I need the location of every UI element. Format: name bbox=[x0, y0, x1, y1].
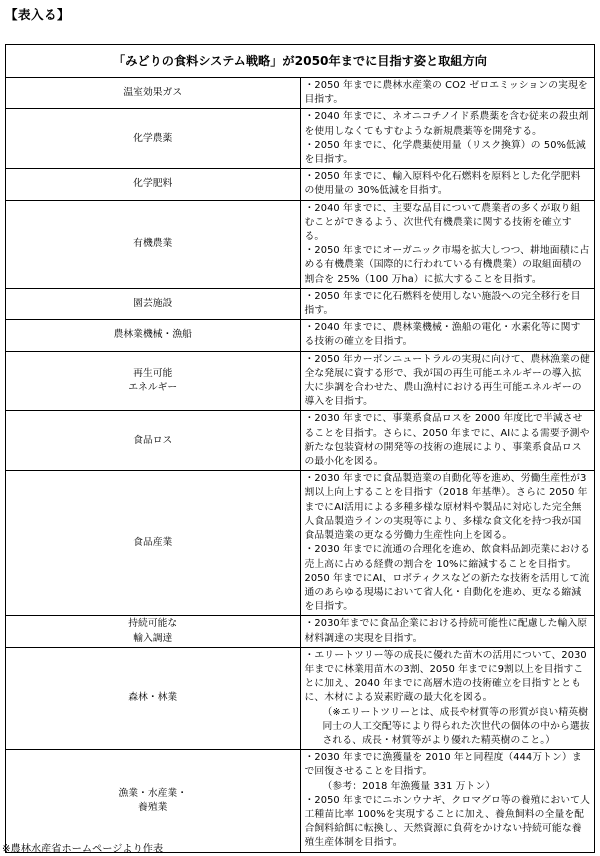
description-line: ・2050 年までに農林水産業の CO2 ゼロエミッションの実現を目指す。 bbox=[304, 80, 588, 106]
row-category: 漁業・水産業・ 養殖業 bbox=[6, 750, 301, 852]
description-line: ・2040 年までに、ネオニコチノイド系農薬を含む従来の殺虫剤を使用しなくてもすむような新規農薬等を開発する。 bbox=[304, 111, 589, 137]
row-description bbox=[300, 169, 595, 200]
row-description bbox=[300, 647, 595, 749]
row-category: 森林・林業 bbox=[6, 647, 301, 749]
description-line: ・2030 年までに流通の合理化を進め、飲食料品卸売業における売上高に占める経費の割合を 10%に縮減することを目指す。2050 年までにAI、ロボティクスなどの新たな技術を活用して流通のあらゆる現場において省人化・自動化を進め、更なる縮減を目指す。 bbox=[304, 544, 590, 613]
table-body bbox=[6, 78, 595, 853]
description-line: ・2030 年までに食品製造業の自動化等を進め、労働生産性が3割以上向上することを目指す（2018 年基準）。さらに 2050 年までにAI活用による多種多様な原材料や製品に対応した完全無人食品製造ラインの実現等により、多様な食文化を持つ我が国食品製造業の更なる労働力生産性向上を図る。 bbox=[304, 473, 588, 542]
table-row bbox=[6, 351, 595, 411]
table-row bbox=[6, 200, 595, 288]
row-description bbox=[300, 78, 595, 109]
table-title-row bbox=[6, 45, 595, 78]
table-row bbox=[6, 471, 595, 616]
description-line: ・2030年までに食品企業における持続可能性に配慮した輸入原材料調達の実現を目指す。 bbox=[304, 618, 588, 644]
row-description bbox=[300, 471, 595, 616]
table-row bbox=[6, 169, 595, 200]
description-line: ・2030 年までに、事業系食品ロスを 2000 年度比で半減させることを目指す。さらに、2050 年までに、AIによる需要予測や新たな包装資材の開発等の技術の進展により、事業系食品ロスの最小化を図る。 bbox=[304, 413, 590, 468]
row-category: 園芸施設 bbox=[6, 288, 301, 319]
source-footnote: ※農林水産省ホームページより作表 bbox=[2, 844, 164, 855]
row-category: 化学肥料 bbox=[6, 169, 301, 200]
description-line: ・2030 年までに漁獲量を 2010 年と同程度（444万トン）まで回復させることを目指す。 bbox=[304, 752, 582, 778]
table-row bbox=[6, 411, 595, 471]
description-line: ・2050 年までに化石燃料を使用しない施設への完全移行を目指す。 bbox=[304, 290, 581, 317]
description-line: ・2050 年までに、輸入原料や化石燃料を原料とした化学肥料の使用量の 30%低減を目指す。 bbox=[304, 171, 581, 197]
row-description bbox=[300, 200, 595, 288]
row-description bbox=[300, 288, 595, 319]
row-category: 食品ロス bbox=[6, 411, 301, 471]
row-category: 温室効果ガス bbox=[6, 78, 301, 109]
table-row bbox=[6, 750, 595, 852]
row-description bbox=[300, 616, 595, 647]
row-category: 持続可能な 輸入調達 bbox=[6, 616, 301, 647]
table-title: 「みどりの食料システム戦略」が2050年までに目指す姿と取組方向 bbox=[6, 45, 595, 78]
row-category: 化学農薬 bbox=[6, 109, 301, 169]
table-row bbox=[6, 78, 595, 109]
row-description bbox=[300, 750, 595, 852]
description-line: ・2050 年までにオーガニック市場を拡大しつつ、耕地面積に占める有機農業（国際的に行われている有機農業）の取組面積の割合を 25%（100 万ha）に拡大することを目指す。 bbox=[304, 245, 590, 285]
row-description bbox=[300, 320, 595, 351]
strategy-table bbox=[5, 44, 595, 853]
section-label: 【表入る】 bbox=[5, 7, 71, 22]
description-line: ・2050 年カーボンニュートラルの実現に向けて、農林漁業の健全な発展に資する形で、我が国の再生可能エネルギーの導入拡大に歩調を合わせた、農山漁村における再生可能エネルギーの導入を目指す。 bbox=[304, 353, 590, 408]
row-category: 有機農業 bbox=[6, 200, 301, 288]
row-description bbox=[300, 351, 595, 411]
description-line: （参考：2018 年漁獲量 331 万トン） bbox=[322, 780, 496, 792]
table-row bbox=[6, 647, 595, 749]
row-category: 食品産業 bbox=[6, 471, 301, 616]
description-line: ・エリートツリー等の成長に優れた苗木の活用について、2030 年までに林業用苗木の3割、2050 年までに9割以上を目指すことに加え、2040 年までに高層木造の技術確立を目指すとともに、木材による炭素貯蔵の最大化を図る。 bbox=[304, 649, 587, 704]
description-line: （※エリートツリーとは、成長や材質等の形質が良い精英樹同士の人工交配等により得られた次世代の個体の中から選抜される、成長・材質等がより優れた精英樹のこと。） bbox=[322, 706, 590, 746]
description-line: ・2040 年までに、農林業機械・漁船の電化・水素化等に関する技術の確立を目指す。 bbox=[304, 322, 581, 348]
row-category: 農林業機械・漁船 bbox=[6, 320, 301, 351]
description-line: ・2040 年までに、主要な品目について農業者の多くが取り組むことができるよう、次世代有機農業に関する技術を確立する。 bbox=[304, 202, 581, 243]
row-description bbox=[300, 411, 595, 471]
table-row bbox=[6, 320, 595, 351]
table-row bbox=[6, 109, 595, 169]
row-description bbox=[300, 109, 595, 169]
table-row bbox=[6, 616, 595, 647]
description-line: ・2050 年までに、化学農薬使用量（リスク換算）の 50%低減を目指す。 bbox=[304, 139, 586, 166]
row-category: 再生可能 エネルギー bbox=[6, 351, 301, 411]
table-row bbox=[6, 288, 595, 319]
description-line: ・2050 年までにニホンウナギ、クロマグロ等の養殖において人工種苗比率 100%を実現することに加え、養魚飼料の全量を配合飼料給餌に転換し、天然資源に負荷をかけない持続可能な養殖生産体制を目指す。 bbox=[304, 794, 590, 849]
